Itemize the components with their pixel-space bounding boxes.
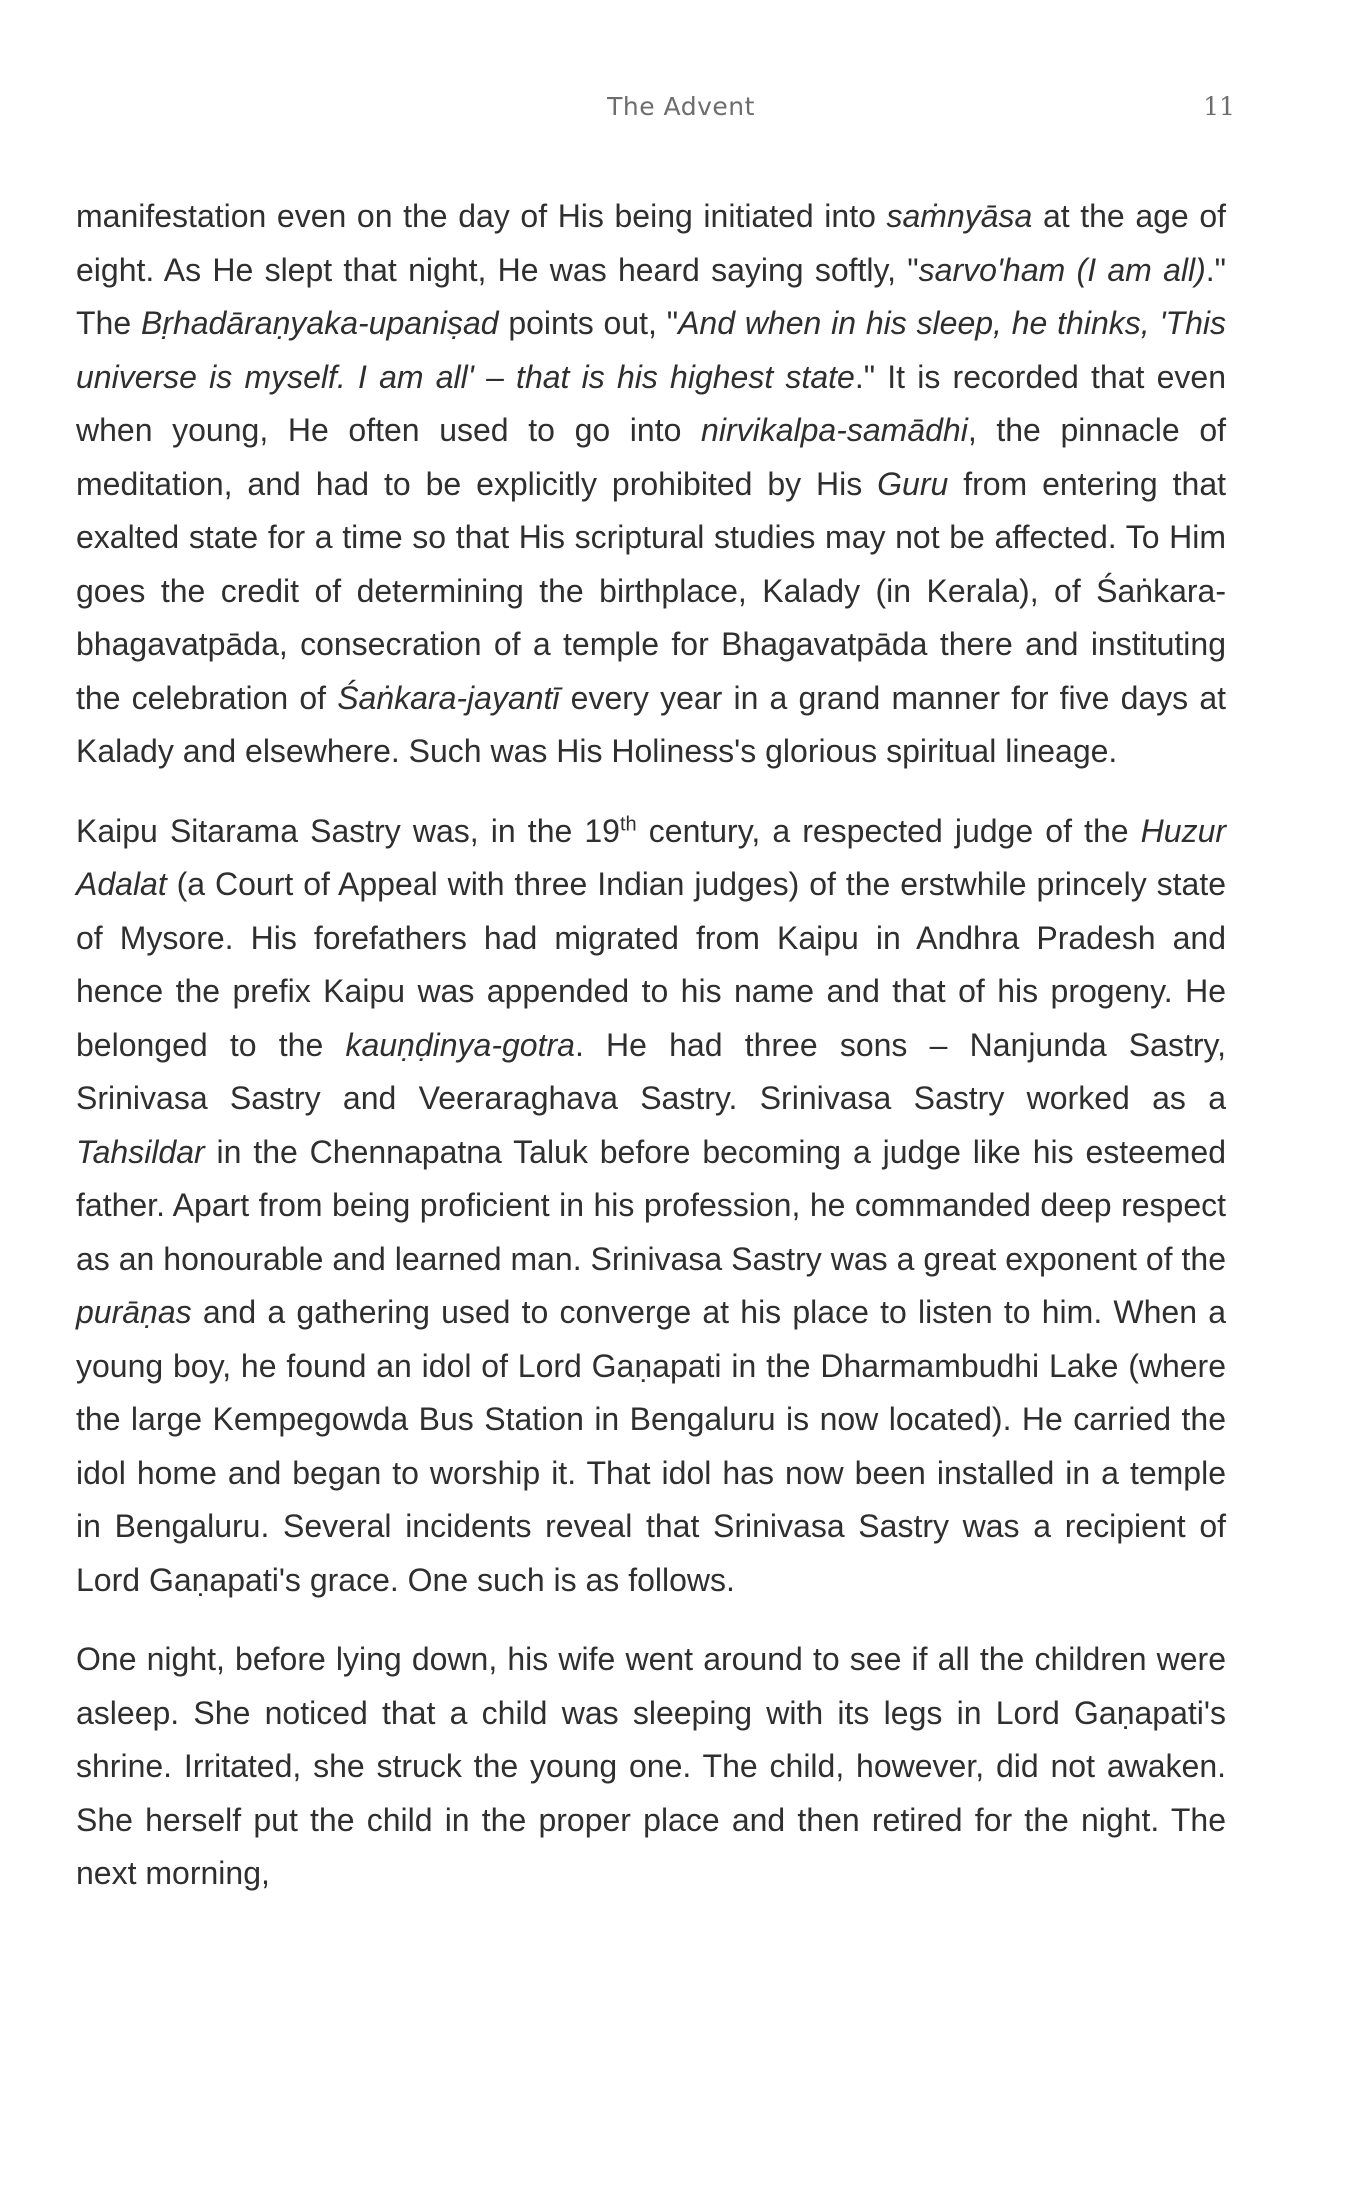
italic-text: And when in his sleep, he thinks, 'This universe is myself. I am all' – that is his highest state [76, 305, 1227, 395]
text-segment: ." It is recorded that even when young, He often used to go into [76, 358, 1227, 448]
italic-text: Bṛhadāraṇyaka-upaniṣad [140, 305, 499, 341]
body-text [76, 190, 1226, 1901]
text-segment: and a gathering used to converge at his place to listen to him. When a young boy, he found an idol of Lord Gaṇapati in the Dharmambudhi Lake (where the large Kempegowda Bus Station in Bengaluru is now located). He carried the idol home and began to worship it. That idol has now been installed in a temple in Bengaluru. Several incidents reveal that Srinivasa Sastry was a recipient of Lord Gaṇapati's grace. One such is as follows. [76, 1294, 1226, 1598]
italic-text: Guru [877, 465, 949, 502]
text-segment: One night, before lying down, his wife went around to see if all the children were asleep. She noticed that a child was sleeping with its legs in Lord Gaṇapati's shrine. Irritated, she struck the young one. The child, however, did not awaken. She herself put the child in the proper place and then retired for the night. The next morning, [76, 1641, 1226, 1891]
italic-text: Huzur Adalat [76, 812, 1227, 902]
paragraph [76, 805, 1226, 1608]
paragraph [76, 1633, 1226, 1901]
italic-text: sarvo'ham (I am all) [918, 251, 1206, 288]
text-segment: Kaipu Sitarama Sastry was, in the 19 [76, 812, 620, 849]
text-segment: (a Court of Appeal with three Indian judges) of the erstwhile princely state of Mysore. His forefathers had migrated from Kaipu in Andhra Pradesh and hence the prefix Kaipu was appended to his name and that of his progeny. He belonged to the [76, 866, 1226, 1063]
text-segment: , the pinnacle of meditation, and had to be explicitly prohibited by His [76, 412, 1227, 502]
text-segment: century, a respected judge of the [636, 812, 1141, 849]
italic-text: saṁnyāsa [886, 198, 1033, 234]
text-segment: . He had three sons – Nanjunda Sastry, Srinivasa Sastry and Veeraraghava Sastry. Srinivasa Sastry worked as a [76, 1026, 1227, 1116]
italic-text: nirvikalpa-samādhi [701, 412, 968, 448]
page-number: 11 [1203, 92, 1235, 121]
superscript-text: th [619, 812, 637, 835]
paragraph [76, 190, 1226, 779]
italic-text: purāṇas [76, 1294, 192, 1330]
text-segment: manifestation even on the day of His being initiated into [76, 198, 887, 234]
text-segment: ." The [76, 251, 1227, 341]
text-segment: from entering that exalted state for a time so that His scriptural studies may not be affected. To Him goes the credit of determining the birthplace, Kalady (in Kerala), of Śaṅkara-bhagavatpāda, consecration of a temple for Bhagavatpāda there and instituting the celebration of [76, 465, 1227, 716]
text-segment: points out, " [498, 305, 679, 341]
running-title: The Advent [607, 92, 755, 121]
italic-text: kauṇḍinya-gotra [345, 1026, 575, 1063]
italic-text: Tahsildar [76, 1133, 205, 1170]
text-segment: every year in a grand manner for five days at Kalady and elsewhere. Such was His Holiness's glorious spiritual lineage. [76, 679, 1227, 769]
running-header [0, 92, 1362, 132]
text-segment: at the age of eight. As He slept that night, He was heard saying softly, " [76, 198, 1226, 288]
italic-text: Śaṅkara-jayantī [337, 679, 560, 716]
text-segment: in the Chennapatna Taluk before becoming a judge like his esteemed father. Apart from being proficient in his profession, he commanded deep respect as an honourable and learned man. Srinivasa Sastry was a great exponent of the [76, 1133, 1226, 1277]
